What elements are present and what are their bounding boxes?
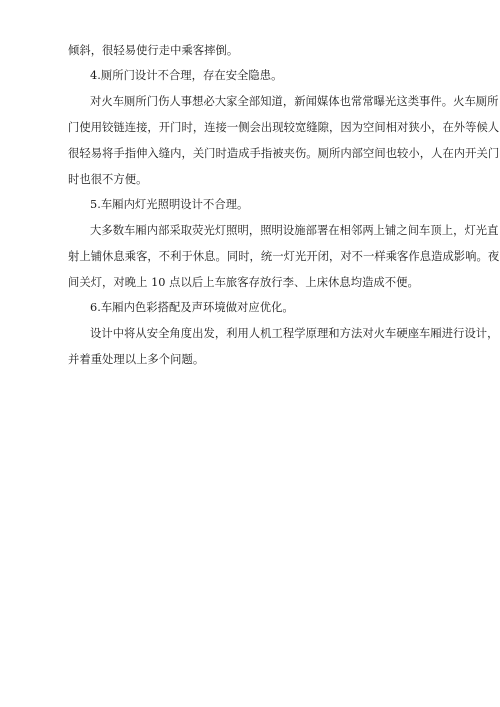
paragraph-line-2: 门使用铰链连接，开门时，连接一侧会出现较宽缝隙，因为空间相对狭小，在外等候人	[68, 121, 500, 134]
paragraph-line-6: 射上铺休息乘客，不利于休息。同时，统一灯光开闭，对不一样乘客作息造成影响。夜	[68, 250, 500, 263]
paragraph-line-1: 对火车厕所门伤人事想必大家全部知道，新闻媒体也常常曝光这类事件。火车厕所	[90, 95, 499, 108]
paragraph-line-8: 设计中将从安全角度出发，利用人机工程学原理和方法对火车硬座车厢进行设计，	[90, 327, 499, 340]
paragraph-continuation-line-1: 倾斜，很轻易使行走中乘客摔倒。	[68, 44, 239, 57]
section-heading-6: 6.车厢内色彩搭配及声环境做对应优化。	[90, 301, 294, 314]
paragraph-line-7: 间关灯，对晚上 10 点以后上车旅客存放行李、上床休息均造成不便。	[68, 276, 419, 289]
section-heading-5: 5.车厢内灯光照明设计不合理。	[90, 198, 249, 211]
paragraph-line-4: 时也很不方便。	[68, 173, 148, 186]
paragraph-line-9: 并着重处理以上多个问题。	[68, 353, 205, 366]
paragraph-line-5: 大多数车厢内部采取荧光灯照明，照明设施部署在相邻两上铺之间车顶上，灯光直	[90, 224, 499, 237]
paragraph-line-3: 很轻易将手指伸入缝内，关门时造成手指被夹伤。厕所内部空间也较小，人在内开关门	[68, 147, 500, 160]
section-heading-4: 4.厕所门设计不合理，存在安全隐患。	[90, 69, 283, 82]
